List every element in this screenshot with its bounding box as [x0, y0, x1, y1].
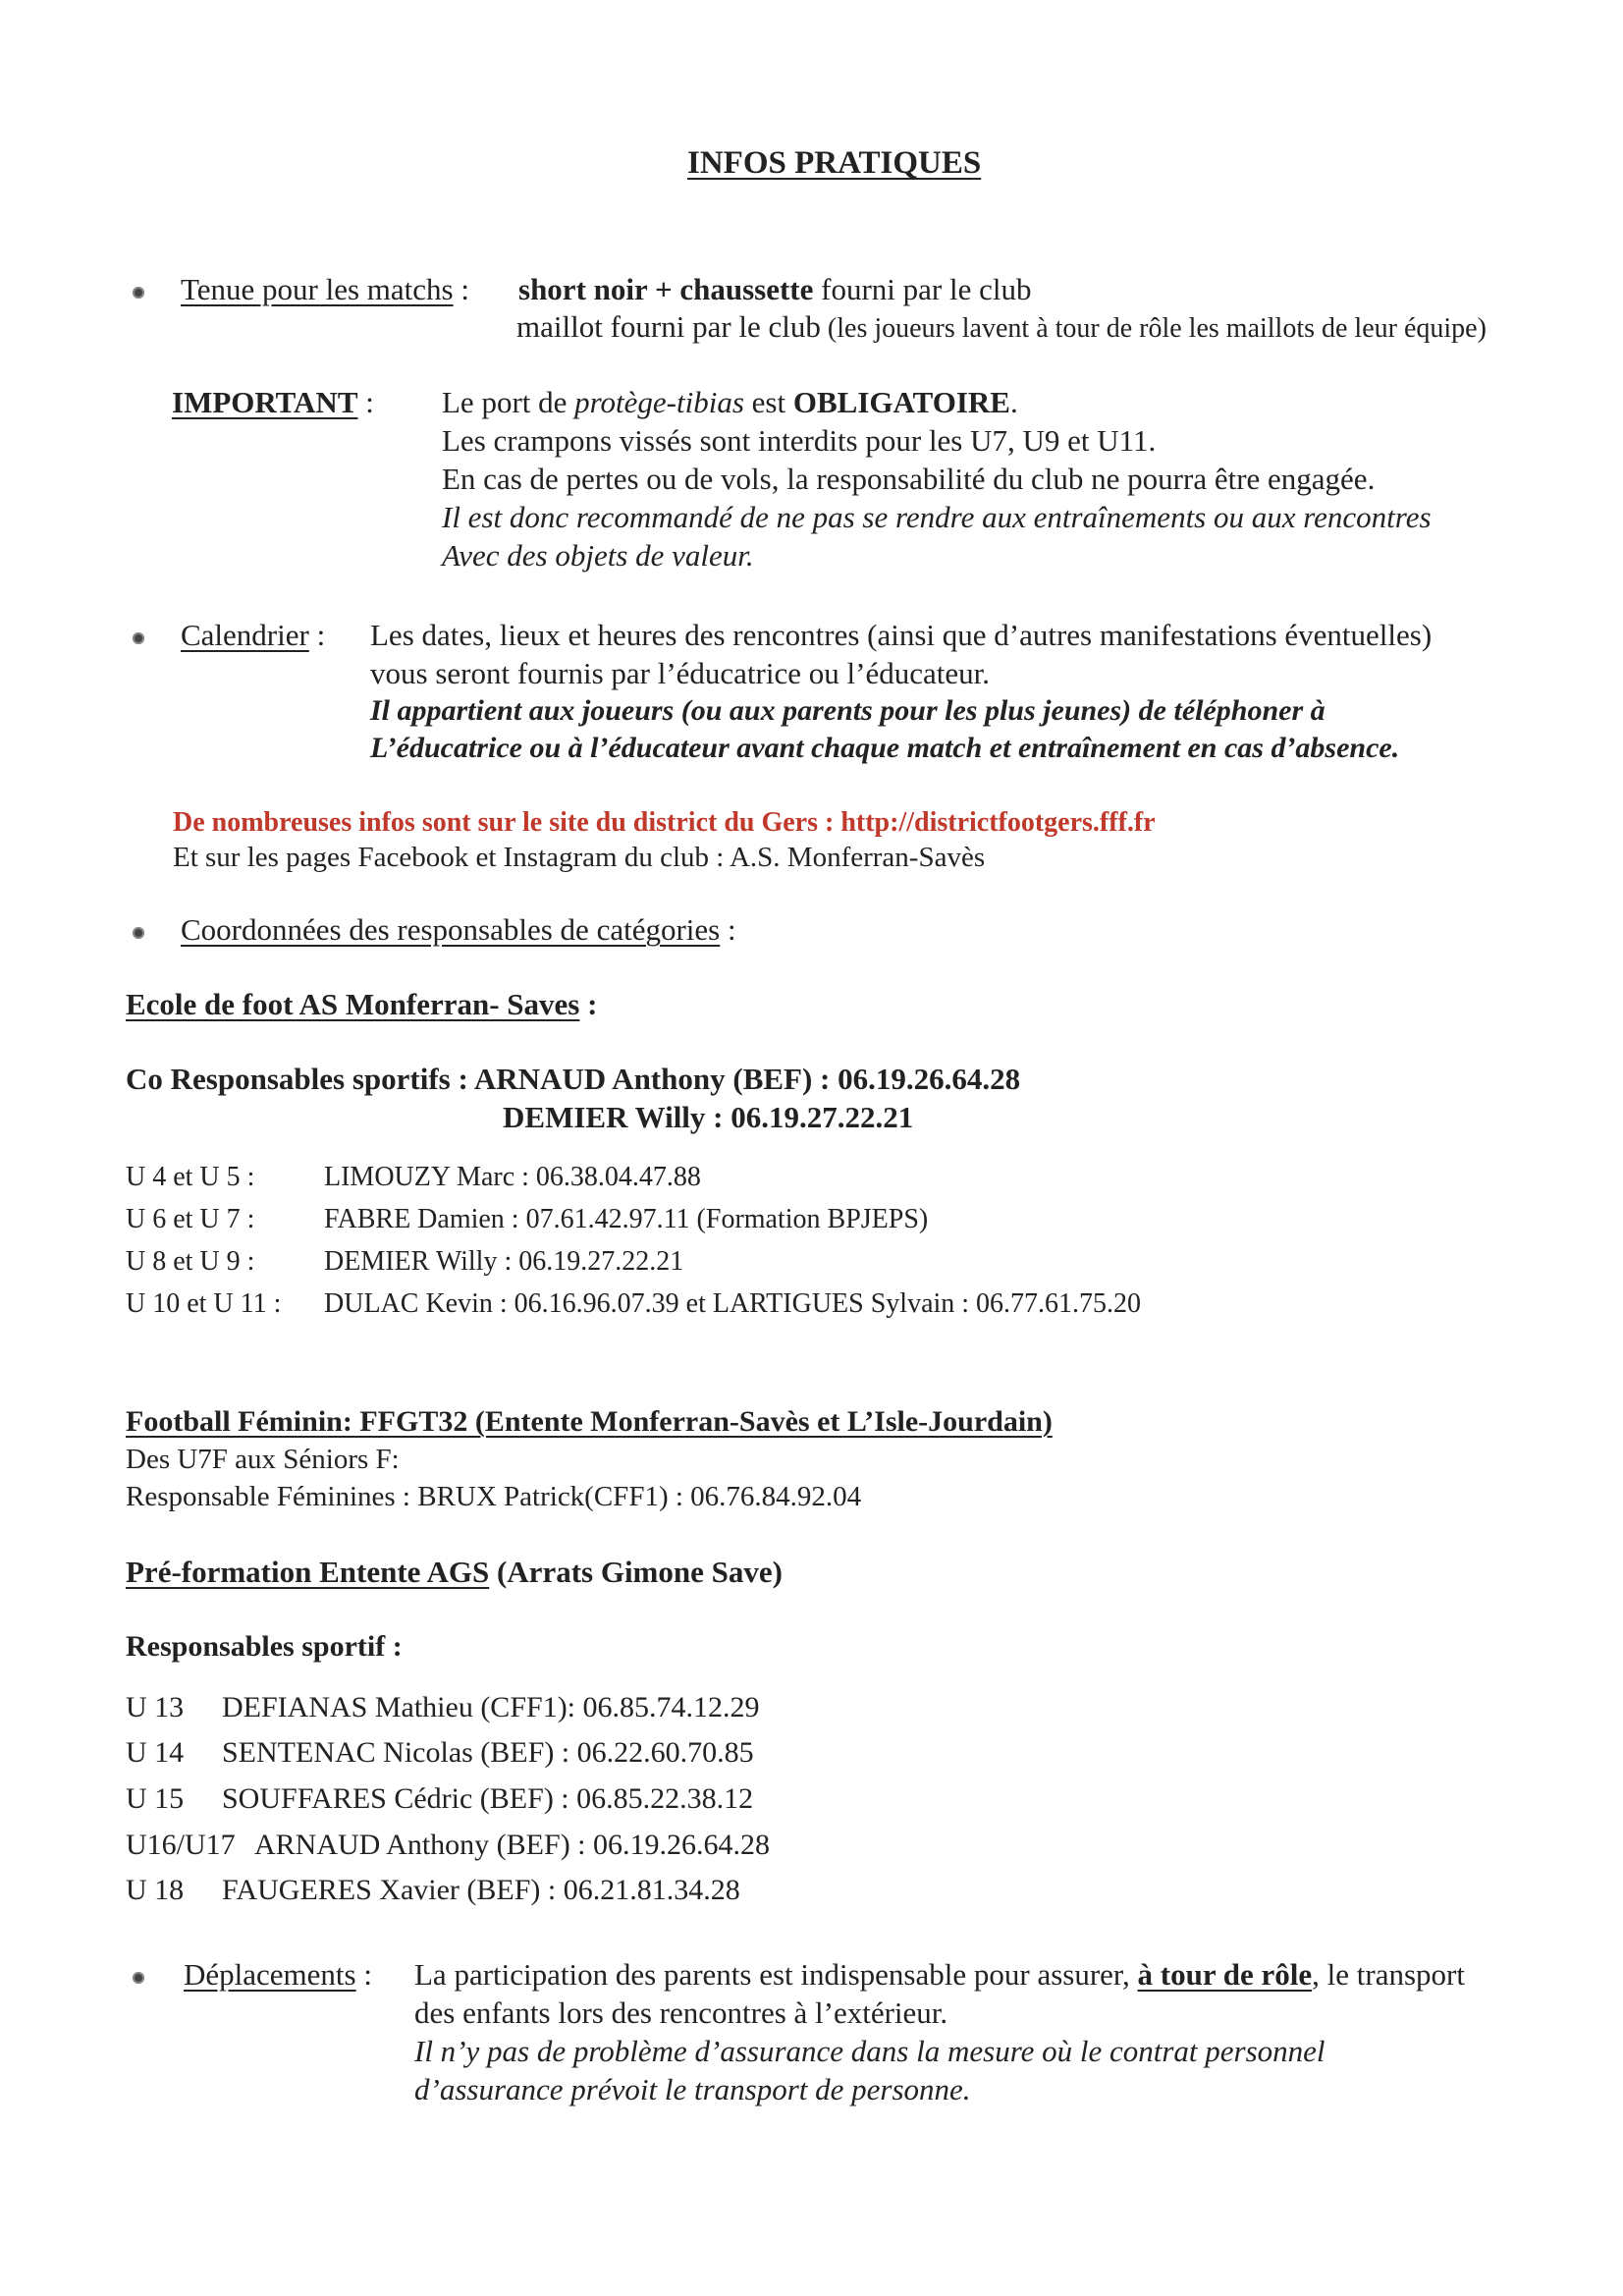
- deplacements-l1-a: La participation des parents est indispensable pour assurer,: [414, 1957, 1138, 1992]
- coordonnees-colon: :: [720, 912, 736, 947]
- tenue-colon: :: [460, 272, 469, 306]
- important-colon: :: [365, 385, 374, 419]
- feminin-line-1: Des U7F aux Séniors F:: [126, 1444, 400, 1475]
- page-title: INFOS PRATIQUES: [687, 145, 982, 181]
- ecole-row-cat: U 8 et U 9 :: [126, 1246, 255, 1277]
- preformation-row-info: SOUFFARES Cédric (BEF) : 06.85.22.38.12: [222, 1782, 754, 1815]
- ecole-row-info: DEMIER Willy : 06.19.27.22.21: [324, 1246, 684, 1277]
- important-line-1: [442, 385, 1018, 420]
- important-line-5: Avec des objets de valeur.: [442, 538, 754, 573]
- important-l1-end: .: [1009, 385, 1018, 419]
- feminin-heading: Football Féminin: FFGT32 (Entente Monferran-Savès et L’Isle-Jourdain): [126, 1405, 1053, 1438]
- tenue-label: Tenue pour les matchs: [181, 272, 454, 306]
- coordonnees-label: Coordonnées des responsables de catégories: [181, 912, 721, 947]
- calendrier-line-4: L’éducatrice ou à l’éducateur avant chaque match et entraînement en cas d’absence.: [370, 732, 1400, 764]
- co-responsables-line-1: Co Responsables sportifs : ARNAUD Anthony (BEF) : 06.19.26.64.28: [126, 1062, 1021, 1096]
- preformation-row-cat: U 13: [126, 1691, 185, 1723]
- preformation-row-cat: U 14: [126, 1736, 185, 1769]
- deplacements-colon: :: [363, 1957, 372, 1992]
- ecole-row-info: LIMOUZY Marc : 06.38.04.47.88: [324, 1162, 701, 1192]
- ecole-heading: [126, 987, 597, 1022]
- deplacements-line-4: d’assurance prévoit le transport de personne.: [414, 2072, 971, 2106]
- calendrier-line-1: Les dates, lieux et heures des rencontres (ainsi que d’autres manifestations éventuelles): [370, 618, 1433, 652]
- calendrier-colon: :: [316, 618, 326, 652]
- preformation-row-info: ARNAUD Anthony (BEF) : 06.19.26.64.28: [254, 1829, 771, 1861]
- bullet-icon: [133, 1972, 144, 1984]
- ecole-heading-text: Ecole de foot AS Monferran- Saves: [126, 987, 580, 1021]
- bullet-icon: [133, 632, 144, 644]
- preformation-resp: Responsables sportif :: [126, 1630, 403, 1663]
- important-label: IMPORTANT: [172, 385, 358, 419]
- important-label-group: [172, 385, 374, 420]
- preformation-row-cat: U 15: [126, 1782, 185, 1815]
- deplacements-line-3: Il n’y pas de problème d’assurance dans la mesure où le contrat personnel: [414, 2034, 1325, 2068]
- important-l1-bold: OBLIGATOIRE: [792, 385, 1010, 419]
- tenue-line-2a: maillot fourni par le club: [516, 309, 821, 344]
- ecole-row-info: DULAC Kevin : 06.16.96.07.39 et LARTIGUES Sylvain : 06.77.61.75.20: [324, 1288, 1142, 1319]
- coordonnees-heading: [181, 912, 736, 948]
- ecole-row-info: FABRE Damien : 07.61.42.97.11 (Formation BPJEPS): [324, 1204, 929, 1234]
- preformation-row-cat: U16/U17: [126, 1829, 236, 1861]
- tenue-line-2: [516, 309, 1487, 345]
- ecole-row-cat: U 6 et U 7 :: [126, 1204, 255, 1234]
- tenue-bold: short noir + chaussette: [518, 272, 814, 306]
- deplacements-line-1: [414, 1957, 1465, 1993]
- calendrier-label: Calendrier: [181, 618, 309, 652]
- bullet-icon: [133, 927, 144, 939]
- preformation-row-info: SENTENAC Nicolas (BEF) : 06.22.60.70.85: [222, 1736, 754, 1769]
- district-info-link[interactable]: De nombreuses infos sont sur le site du district du Gers : http://districtfootgers.fff.fr: [173, 807, 1156, 838]
- important-line-4: Il est donc recommandé de ne pas se rendre aux entraînements ou aux rencontres: [442, 500, 1432, 534]
- ecole-row-cat: U 10 et U 11 :: [126, 1288, 282, 1319]
- calendrier-label-group: [181, 618, 325, 653]
- preformation-row-info: FAUGERES Xavier (BEF) : 06.21.81.34.28: [222, 1874, 740, 1906]
- deplacements-l1-bold: à tour de rôle: [1137, 1957, 1313, 1992]
- important-line-2: Les crampons vissés sont interdits pour les U7, U9 et U11.: [442, 423, 1157, 458]
- deplacements-label-group: [184, 1957, 372, 1993]
- tenue-line-2b: (les joueurs lavent à tour de rôle les maillots de leur équipe): [820, 313, 1487, 344]
- calendrier-line-2: vous seront fournis par l’éducatrice ou l’éducateur.: [370, 656, 990, 690]
- important-l1-b: est: [743, 385, 793, 419]
- important-line-3: En cas de pertes ou de vols, la responsabilité du club ne pourra être engagée.: [442, 462, 1376, 496]
- co-responsables-line-2: DEMIER Willy : 06.19.27.22.21: [503, 1100, 914, 1134]
- calendrier-line-3: Il appartient aux joueurs (ou aux parents pour les plus jeunes) de téléphoner à: [370, 694, 1325, 727]
- deplacements-label: Déplacements: [184, 1957, 356, 1992]
- preformation-row-info: DEFIANAS Mathieu (CFF1): 06.85.74.12.29: [222, 1691, 760, 1723]
- tenue-rest: fourni par le club: [813, 272, 1032, 306]
- tenue-line-1: [518, 272, 1031, 307]
- social-info: Et sur les pages Facebook et Instagram du club : A.S. Monferran-Savès: [173, 842, 986, 873]
- tenue-label-group: [181, 272, 469, 307]
- important-l1-italic: protège-tibias: [574, 385, 744, 419]
- preformation-heading-underlined: Pré-formation Entente AGS: [126, 1555, 490, 1589]
- bullet-icon: [133, 287, 144, 299]
- preformation-heading: [126, 1555, 783, 1590]
- important-l1-a: Le port de: [442, 385, 575, 419]
- deplacements-line-2: des enfants lors des rencontres à l’extérieur.: [414, 1995, 948, 2030]
- feminin-line-2: Responsable Féminines : BRUX Patrick(CFF1) : 06.76.84.92.04: [126, 1481, 862, 1512]
- preformation-row-cat: U 18: [126, 1874, 185, 1906]
- ecole-row-cat: U 4 et U 5 :: [126, 1162, 255, 1192]
- ecole-heading-colon: :: [579, 987, 598, 1021]
- preformation-heading-rest: (Arrats Gimone Save): [489, 1555, 783, 1589]
- deplacements-l1-b: , le transport: [1312, 1957, 1465, 1992]
